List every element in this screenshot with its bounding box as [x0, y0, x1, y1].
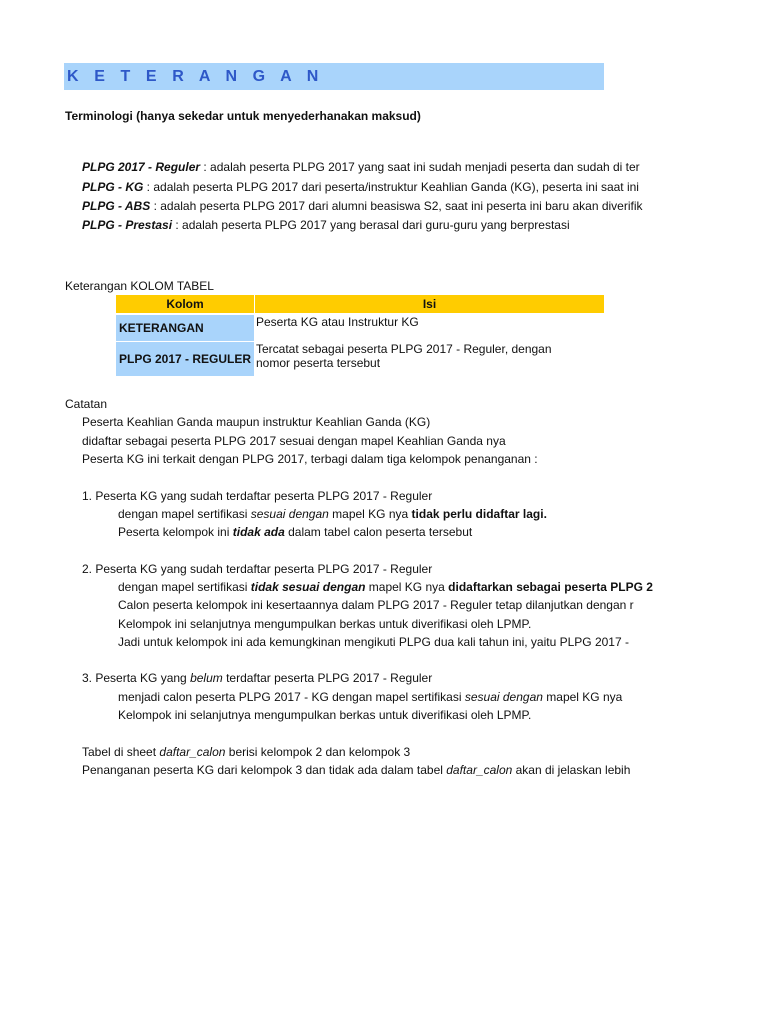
group2-line [118, 580, 668, 594]
table-header-kolom: Kolom [116, 295, 254, 313]
text-run: 3. Peserta KG yang [82, 671, 191, 685]
term-desc: : adalah peserta PLPG 2017 yang saat ini sudah menjadi peserta dan sudah di ter [200, 160, 640, 174]
catatan-heading: Catatan [65, 397, 108, 411]
term-desc: : adalah peserta PLPG 2017 dari alumni beasiswa S2, saat ini peserta ini baru akan diverifik [150, 199, 643, 213]
terminology-heading: Terminologi (hanya sekedar untuk menyederhanakan maksud) [65, 109, 421, 123]
table-cell-kolom: KETERANGAN [116, 315, 254, 341]
text-run: mapel KG nya [328, 507, 412, 521]
table-header-isi: Isi [255, 295, 604, 313]
group2-title: 2. Peserta KG yang sudah terdaftar peserta PLPG 2017 - Reguler [82, 562, 433, 576]
group1-line [118, 525, 668, 539]
term-name: PLPG - KG [82, 180, 144, 194]
group2-line: Calon peserta kelompok ini kesertaannya dalam PLPG 2017 - Reguler tetap dilanjutkan dengan r [118, 598, 634, 612]
term-name: PLPG - Prestasi [82, 218, 173, 232]
table-heading: Keterangan KOLOM TABEL [65, 279, 214, 293]
group2-line: Jadi untuk kelompok ini ada kemungkinan mengikuti PLPG dua kali tahun ini, yaitu PLPG 2017 - [118, 635, 629, 649]
text-run: berisi kelompok 2 dan kelompok 3 [225, 745, 411, 759]
term-name: PLPG - ABS [82, 199, 151, 213]
group3-line [118, 690, 668, 704]
term-row [82, 218, 668, 232]
term-row [82, 160, 668, 174]
footer-note [82, 763, 668, 777]
term-row [82, 199, 668, 213]
group3-line: Kelompok ini selanjutnya mengumpulkan berkas untuk diverifikasi oleh LPMP. [118, 708, 532, 722]
text-run: mapel KG nya [542, 690, 623, 704]
catatan-line: didaftar sebagai peserta PLPG 2017 sesuai dengan mapel Keahlian Ganda nya [82, 434, 506, 448]
table-cell-isi: Peserta KG atau Instruktur KG [256, 315, 419, 329]
text-run: tidak sesuai dengan [250, 580, 366, 594]
page-title: K E T E R A N G A N [67, 68, 324, 85]
text-run: dengan mapel sertifikasi [118, 580, 251, 594]
text-run: sesuai dengan [464, 690, 543, 704]
group1-line [118, 507, 668, 521]
group1-title: 1. Peserta KG yang sudah terdaftar peserta PLPG 2017 - Reguler [82, 489, 433, 503]
footer-note [82, 745, 668, 759]
text-run: terdaftar peserta PLPG 2017 - Reguler [222, 671, 433, 685]
text-run: dengan mapel sertifikasi [118, 507, 251, 521]
term-desc: : adalah peserta PLPG 2017 yang berasal dari guru-guru yang berprestasi [172, 218, 570, 232]
text-run: mapel KG nya [365, 580, 449, 594]
table-cell-isi: nomor peserta tersebut [256, 356, 381, 370]
term-name: PLPG 2017 - Reguler [82, 160, 201, 174]
text-run: didaftarkan sebagai peserta PLPG 2 [448, 580, 653, 594]
group3-title [82, 671, 432, 685]
text-run: tidak ada [232, 525, 285, 539]
text-run: Peserta kelompok ini [118, 525, 233, 539]
text-run: daftar_calon [446, 763, 513, 777]
text-run: daftar_calon [159, 745, 226, 759]
table-cell-kolom: PLPG 2017 - REGULER [116, 342, 254, 376]
group2-line: Kelompok ini selanjutnya mengumpulkan berkas untuk diverifikasi oleh LPMP. [118, 617, 532, 631]
catatan-line: Peserta Keahlian Ganda maupun instruktur Keahlian Ganda (KG) [82, 415, 431, 429]
text-run: Tabel di sheet [82, 745, 160, 759]
title-bar [64, 63, 604, 90]
term-row [82, 180, 668, 194]
text-run: akan di jelaskan lebih [512, 763, 631, 777]
catatan-line: Peserta KG ini terkait dengan PLPG 2017, terbagi dalam tiga kelompok penanganan : [82, 452, 538, 466]
text-run: tidak perlu didaftar lagi. [411, 507, 547, 521]
text-run: Penanganan peserta KG dari kelompok 3 dan tidak ada dalam tabel [82, 763, 447, 777]
text-run: belum [190, 671, 223, 685]
table-cell-isi: Tercatat sebagai peserta PLPG 2017 - Reguler, dengan [256, 342, 552, 356]
text-run: dalam tabel calon peserta tersebut [284, 525, 473, 539]
text-run: menjadi calon peserta PLPG 2017 - KG dengan mapel sertifikasi [118, 690, 465, 704]
text-run: sesuai dengan [250, 507, 329, 521]
term-desc: : adalah peserta PLPG 2017 dari peserta/instruktur Keahlian Ganda (KG), peserta ini saat ini [143, 180, 639, 194]
